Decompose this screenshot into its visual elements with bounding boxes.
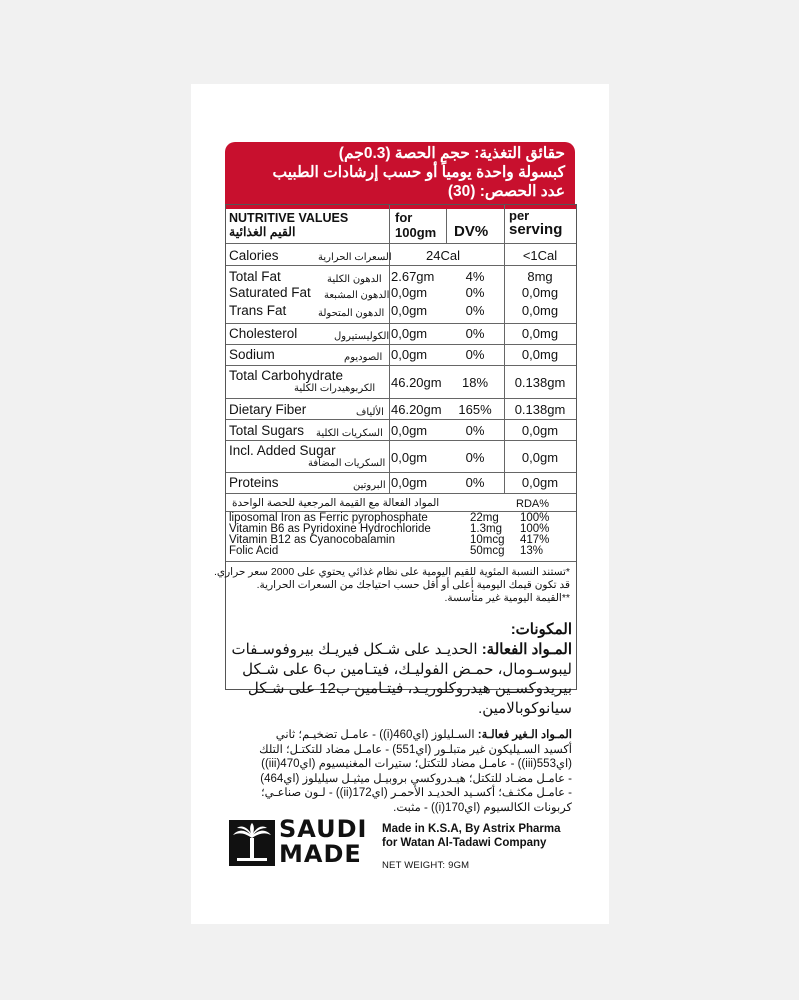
saturated-fat-arabic: الدهون المشبعة: [324, 290, 390, 301]
total-sugars-label: Total Sugars: [229, 423, 305, 438]
trans-fat-dv: 0%: [465, 303, 485, 318]
product-label: [191, 84, 609, 924]
servings-count-line: عدد الحصص: (30): [447, 183, 565, 200]
vitamin-name: Folic Acid: [229, 545, 279, 557]
added-sugar-label: Incl. Added Sugar: [229, 443, 336, 458]
table-divider: [226, 419, 576, 420]
for-label: for: [395, 210, 413, 225]
dietary-fiber-arabic: الألياف: [356, 407, 384, 418]
proteins-per100: 0,0gm: [391, 475, 428, 490]
net-weight: NET WEIGHT: 9GM: [382, 860, 470, 871]
vitamin-pct: 100%: [520, 523, 550, 535]
trans-fat-per100: 0,0gm: [391, 303, 428, 318]
daily-value-note: قد تكون قيمك اليومية أعلى أو أقل حسب احتياجك من السعرات الحرارية.: [256, 579, 570, 591]
table-divider: [226, 561, 576, 562]
rda-label: RDA%: [516, 498, 550, 510]
cholesterol-arabic: الكوليستيرول: [334, 331, 390, 342]
vitamin-qty: 1.3mg: [470, 523, 502, 535]
cholesterol-dv: 0%: [465, 326, 485, 341]
dosage-line: كبسولة واحدة يومياً أو حسب إرشادات الطبيب: [272, 164, 565, 181]
company-line: for Watan Al-Tadawi Company: [382, 837, 547, 849]
dietary-fiber-serving: 0.138gm: [514, 402, 566, 417]
cholesterol-per100: 0,0gm: [391, 326, 428, 341]
active-ingredients-arabic: المواد الفعالة مع القيمة المرجعية للحصة الواحدة: [232, 497, 440, 509]
inactive-ingredients-line: [232, 728, 572, 743]
vitamin-name: Vitamin B6 as Pyridoxine Hydrochloride: [229, 523, 431, 535]
active-ingredients-text: ليبوسـومال، حمـض الفوليـك، فيتـامين ب6 على شـكل: [242, 660, 572, 678]
vitamin-pct: 417%: [520, 534, 550, 546]
added-sugar-serving: 0,0gm: [521, 450, 559, 465]
inactive-ingredients-label: المـواد الـغير فعالـة:: [477, 729, 572, 741]
ingredients-title: المكونات:: [510, 621, 572, 638]
added-sugar-arabic: السكريات المضافة: [308, 458, 386, 469]
table-divider: [226, 243, 576, 244]
sodium-serving: 0,0mg: [521, 347, 559, 362]
saudi-made-logo: [229, 815, 368, 868]
logo-saudi-text: SAUDI: [279, 815, 368, 843]
saturated-fat-dv: 0%: [465, 285, 485, 300]
table-divider: [226, 344, 576, 345]
vitamin-pct: 13%: [520, 545, 544, 557]
saturated-fat-serving: 0,0mg: [521, 285, 559, 300]
added-sugar-dv: 0%: [465, 450, 485, 465]
table-divider: [226, 365, 576, 366]
calories-per100: 24Cal: [426, 248, 460, 263]
per-100gm-label: 100gm: [395, 225, 437, 240]
daily-value-note: **القيمة اليومية غير متأسسة.: [444, 592, 570, 604]
proteins-arabic: البروتين: [353, 480, 386, 491]
proteins-dv: 0%: [465, 475, 485, 490]
table-divider: [226, 493, 576, 494]
total-carbohydrate-per100: 46.20gm: [391, 375, 442, 390]
logo-made-text: MADE: [279, 840, 362, 868]
nutritive-values-arabic: القيم الغذائية: [229, 225, 296, 239]
cholesterol-label: Cholesterol: [229, 326, 298, 341]
table-divider: [226, 398, 576, 399]
vitamin-qty: 10mcg: [470, 534, 505, 546]
table-divider: [226, 472, 576, 473]
table-divider: [226, 323, 576, 324]
total-fat-serving: 8mg: [527, 269, 553, 284]
trans-fat-label: Trans Fat: [229, 303, 287, 318]
dietary-fiber-per100: 46.20gm: [391, 402, 442, 417]
nutrition-header-text: [225, 144, 575, 201]
daily-value-note: *تستند النسبة المئوية للقيم اليومية على نظام غذائي يحتوي على 2000 سعر حراري.: [213, 566, 570, 578]
total-sugars-per100: 0,0gm: [391, 423, 428, 438]
col-divider: [446, 209, 447, 243]
inactive-ingredients-text: (اي553(iii)) - عامـل مضاد للتكتل؛ ستيرات المغنيسيوم (اي470(iii)): [261, 758, 572, 770]
calories-label: Calories: [229, 248, 279, 263]
ingredients-section: [232, 620, 572, 815]
saturated-fat-label: Saturated Fat: [229, 285, 311, 300]
vitamin-qty: 22mg: [470, 512, 499, 524]
vitamin-name: liposomal Iron as Ferric pyrophosphate: [229, 512, 428, 524]
nutrition-table: [213, 204, 577, 690]
inactive-ingredients-text: السـليلوز (اي460(i)) - عامـل تضخيـم؛ ثاني: [275, 729, 478, 741]
vitamin-name: Vitamin B12 as Cyanocobalamin: [229, 534, 395, 546]
total-fat-arabic: الدهون الكلية: [327, 274, 382, 285]
total-fat-per100: 2.67gm: [391, 269, 435, 284]
active-ingredients-label: المـواد الفعالة:: [481, 641, 572, 658]
sodium-arabic: الصوديوم: [344, 352, 383, 363]
calories-serving: <1Cal: [522, 248, 558, 263]
cholesterol-serving: 0,0mg: [521, 326, 559, 341]
total-carbohydrate-arabic: الكربوهيدرات الكلية: [294, 383, 376, 394]
sodium-label: Sodium: [229, 347, 275, 362]
manufacturer-info: [382, 822, 561, 850]
dietary-fiber-label: Dietary Fiber: [229, 402, 307, 417]
sodium-per100: 0,0gm: [391, 347, 428, 362]
vitamin-pct: 100%: [520, 512, 550, 524]
active-ingredients-text: الحديـد على شـكل فيريـك بيروفوسـفات: [231, 641, 482, 658]
proteins-serving: 0,0gm: [521, 475, 559, 490]
table-divider: [226, 440, 576, 441]
proteins-label: Proteins: [229, 475, 279, 490]
per-label: per: [509, 208, 530, 223]
serving-label: serving: [509, 221, 563, 238]
inactive-ingredients-text: أكسيد السـيليكون غير متبلـور (اي551) - عامـل مضاد للتكتـل؛ التلك: [259, 743, 572, 756]
total-sugars-serving: 0,0gm: [521, 423, 559, 438]
total-carbohydrate-label: Total Carbohydrate: [229, 368, 344, 383]
active-ingredients-text: سيانوكوبالامين.: [478, 699, 572, 717]
dv-percent-label: DV%: [454, 223, 489, 240]
vitamin-qty: 50mcg: [470, 545, 505, 557]
calories-arabic: السعرات الحرارية: [318, 252, 392, 263]
total-sugars-arabic: السكريات الكلية: [316, 428, 383, 439]
total-carbohydrate-dv: 18%: [461, 375, 489, 390]
total-carbohydrate-serving: 0.138gm: [514, 375, 566, 390]
active-ingredients-text: بيريدوكسـين هيدروكلوريـد، فيتـامين ب12 على شـكل: [247, 680, 572, 697]
active-ingredients-line: [232, 640, 572, 660]
nutritive-values-label: NUTRITIVE VALUES: [229, 211, 349, 225]
sodium-dv: 0%: [465, 347, 485, 362]
inactive-ingredients-text: كربونات الكالسيوم (اي170(i)) - مثبت.: [393, 801, 572, 814]
total-fat-label: Total Fat: [229, 269, 281, 284]
saturated-fat-per100: 0,0gm: [391, 285, 428, 300]
serving-size-line: حقائق التغذية: حجم الحصة (0.3جم): [338, 145, 565, 162]
total-sugars-dv: 0%: [465, 423, 485, 438]
dietary-fiber-dv: 165%: [458, 402, 492, 417]
inactive-ingredients-text: - عامـل مضـاد للتكتل؛ هيـدروكسي بروبيـل ميثيـل سيليلوز (اي464): [260, 772, 572, 785]
trans-fat-arabic: الدهون المتحولة: [318, 308, 385, 319]
added-sugar-per100: 0,0gm: [391, 450, 428, 465]
table-divider: [226, 265, 576, 266]
inactive-ingredients-text: - عامـل مكثـف؛ أكسـيد الحديـد الأحمـر (اي172(ii)) - لـون صناعـي؛: [260, 787, 572, 799]
col-divider: [389, 205, 390, 493]
trans-fat-serving: 0,0mg: [521, 303, 559, 318]
manufacturer-line: Made in K.S.A, By Astrix Pharma: [382, 823, 561, 835]
total-fat-dv: 4%: [465, 269, 485, 284]
